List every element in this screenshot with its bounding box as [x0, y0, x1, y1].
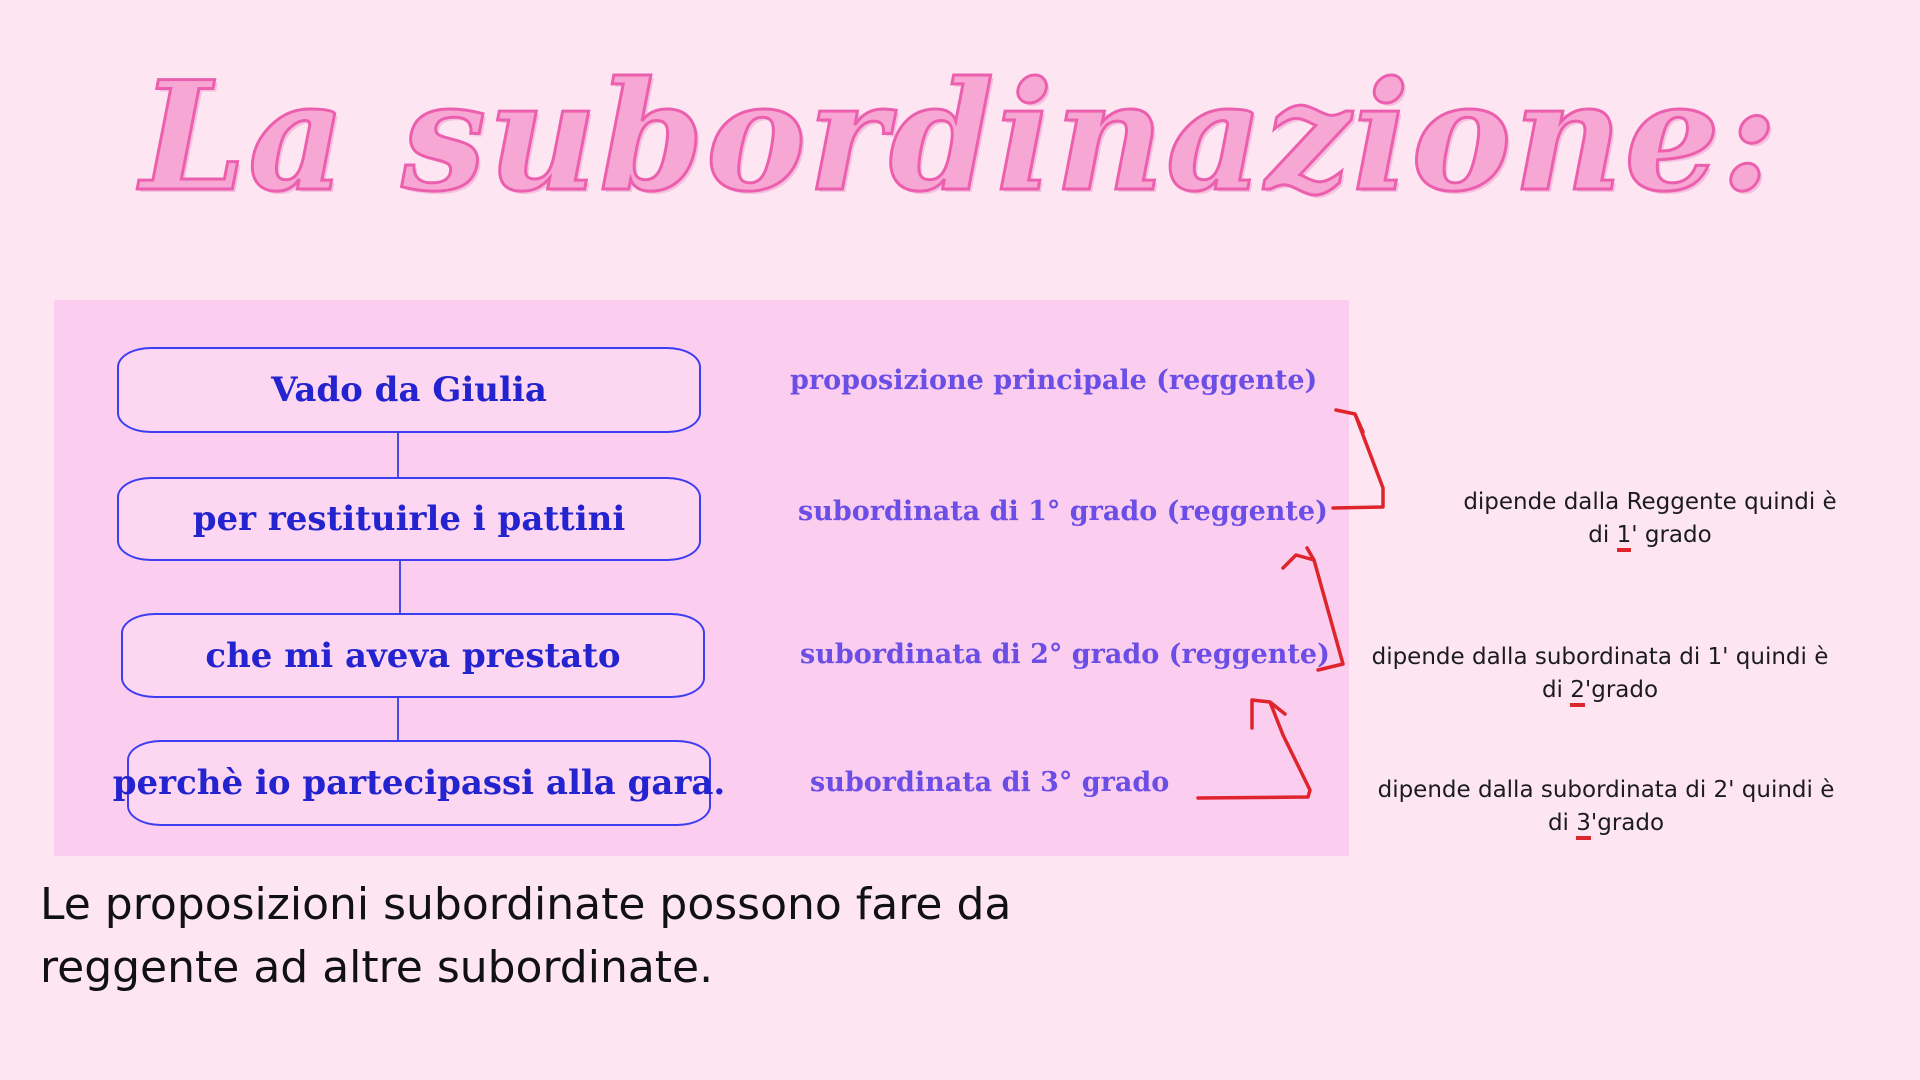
grade-mark: 2: [1570, 677, 1585, 707]
note-text: ' grado: [1631, 522, 1712, 548]
connector-line: [399, 561, 401, 613]
note-line: dipende dalla subordinata di 1' quindi è: [1371, 644, 1829, 670]
sentence-box-sub2: [121, 613, 705, 698]
clause-label-sub1: subordinata di 1° grado (reggente): [798, 496, 1328, 527]
clause-label-sub3: subordinata di 3° grado: [810, 767, 1170, 798]
footer-line-2: reggente ad altre subordinate.: [40, 942, 714, 993]
note-text: di: [1547, 810, 1577, 836]
grade-mark: 3: [1576, 810, 1591, 840]
note-sub1: [1430, 486, 1870, 552]
page-title: La subordinazione:: [140, 49, 1780, 225]
sentence-text: Vado da Giulia: [271, 370, 547, 410]
clause-label-sub2: subordinata di 2° grado (reggente): [800, 639, 1330, 670]
sentence-box-sub1: [117, 477, 701, 561]
sentence-text: per restituirle i pattini: [192, 499, 626, 539]
note-sub3: [1350, 774, 1862, 840]
footer-line-1: Le proposizioni subordinate possono fare da: [40, 879, 1012, 930]
note-text: di: [1588, 522, 1617, 548]
sentence-text: che mi aveva prestato: [205, 635, 621, 676]
sentence-box-sub3: [112, 740, 726, 826]
clause-label-main: proposizione principale (reggente): [790, 365, 1318, 396]
sentence-text: perchè io partecipassi alla gara.: [112, 763, 726, 803]
note-text: 'grado: [1590, 810, 1665, 836]
grade-mark: 1: [1617, 522, 1632, 552]
footer-text: [40, 873, 1011, 999]
connector-line: [397, 433, 399, 477]
note-text: di: [1541, 677, 1571, 703]
sentence-box-main: [117, 347, 701, 433]
connector-line: [397, 698, 399, 740]
note-text: 'grado: [1584, 677, 1659, 703]
note-line: dipende dalla Reggente quindi è: [1463, 489, 1837, 515]
note-sub2: [1345, 641, 1855, 707]
note-line: dipende dalla subordinata di 2' quindi è: [1377, 777, 1835, 803]
